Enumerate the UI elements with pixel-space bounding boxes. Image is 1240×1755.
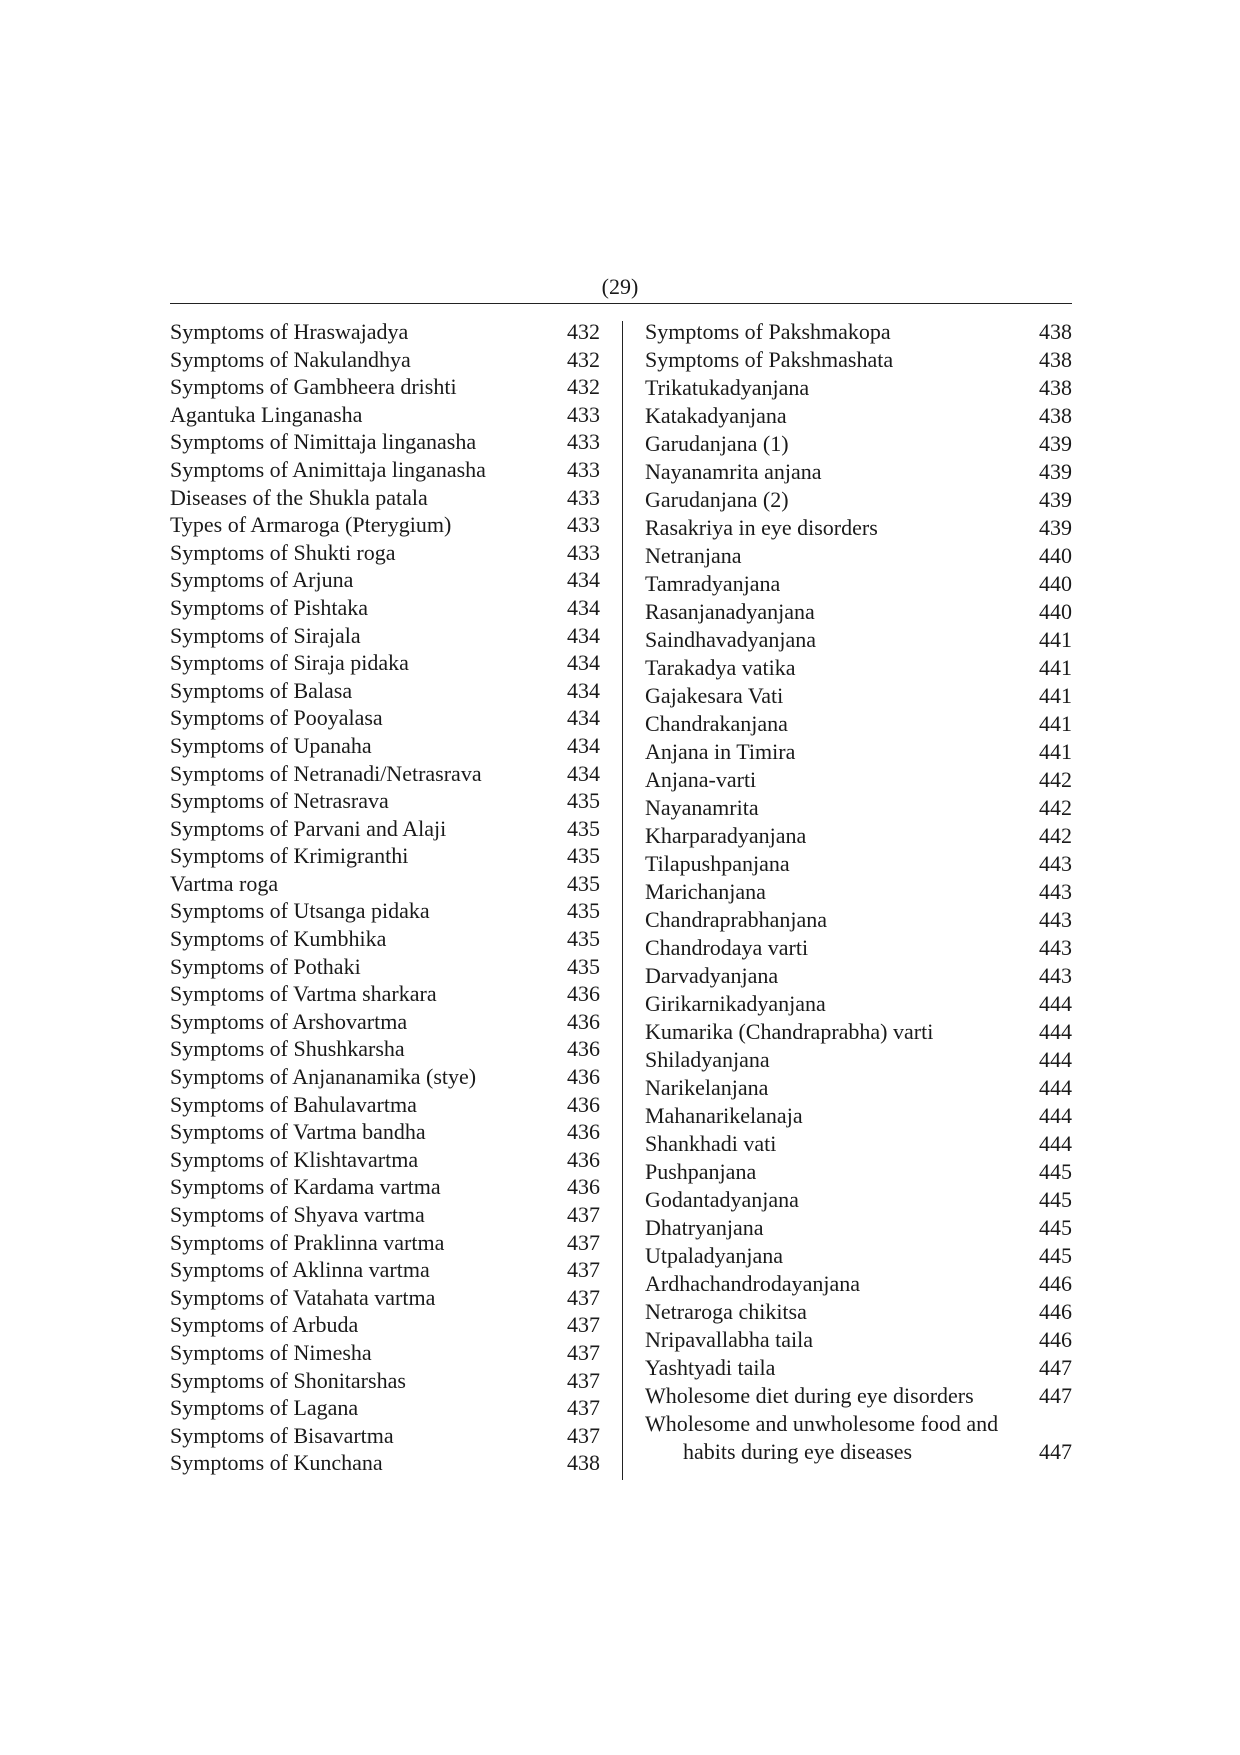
toc-entry xyxy=(645,318,1072,346)
toc-entry-page: 438 xyxy=(567,1450,600,1476)
toc-entry xyxy=(645,710,1072,738)
toc-entry-page: 437 xyxy=(567,1395,600,1421)
toc-entry xyxy=(170,925,600,953)
toc-entry-page: 434 xyxy=(567,705,600,731)
toc-entry-title: Godantadyanjana xyxy=(645,1187,799,1212)
toc-entry-title: Tarakadya vatika xyxy=(645,655,796,680)
toc-entry xyxy=(645,402,1072,430)
toc-entry-title: Symptoms of Klishtavartma xyxy=(170,1146,419,1172)
toc-entry-page: 444 xyxy=(1039,991,1072,1016)
toc-entry xyxy=(645,794,1072,822)
toc-entry-title: Nripavallabha taila xyxy=(645,1327,813,1352)
toc-entry xyxy=(645,906,1072,934)
toc-entry-page: 434 xyxy=(567,760,600,786)
toc-entry xyxy=(645,1186,1072,1214)
toc-entry-title: habits during eye diseases xyxy=(683,1439,913,1464)
toc-entry-page: 441 xyxy=(1039,711,1072,736)
toc-entry-page: 439 xyxy=(1039,431,1072,456)
toc-entry-title: Shankhadi vati xyxy=(645,1131,777,1156)
toc-entry-page: 433 xyxy=(567,401,600,427)
toc-entry xyxy=(170,980,600,1008)
toc-entry-title: Symptoms of Bisavartma xyxy=(170,1422,394,1448)
toc-entry-page: 433 xyxy=(567,512,600,538)
toc-entry xyxy=(645,962,1072,990)
toc-entry-title: Symptoms of Utsanga pidaka xyxy=(170,898,430,924)
toc-entry xyxy=(170,953,600,981)
toc-entry-title: Symptoms of Anjananamika (stye) xyxy=(170,1064,477,1090)
toc-entry-title: Katakadyanjana xyxy=(645,403,787,428)
toc-entry-page: 438 xyxy=(1039,375,1072,400)
toc-entry-title: Shiladyanjana xyxy=(645,1047,770,1072)
toc-entry xyxy=(645,542,1072,570)
toc-entry-title: Symptoms of Parvani and Alaji xyxy=(170,815,447,841)
toc-entry xyxy=(170,1256,600,1284)
toc-left-column xyxy=(170,318,600,1477)
toc-entry-title: Symptoms of Sirajala xyxy=(170,622,361,648)
toc-entry xyxy=(170,1063,600,1091)
toc-entry-title: Symptoms of Upanaha xyxy=(170,732,372,758)
toc-entry-title: Kumarika (Chandraprabha) varti xyxy=(645,1019,934,1044)
toc-entry xyxy=(645,486,1072,514)
toc-entry-page: 443 xyxy=(1039,935,1072,960)
toc-entry xyxy=(170,1008,600,1036)
toc-entry-page: 443 xyxy=(1039,879,1072,904)
toc-right-column xyxy=(645,318,1072,1466)
toc-entry-page: 432 xyxy=(567,319,600,344)
toc-entry xyxy=(645,1018,1072,1046)
toc-entry-page: 446 xyxy=(1039,1271,1072,1296)
toc-entry xyxy=(170,649,600,677)
toc-entry xyxy=(170,1091,600,1119)
toc-entry-title: Trikatukadyanjana xyxy=(645,375,810,400)
toc-entry xyxy=(645,1298,1072,1326)
toc-entry-title: Symptoms of Krimigranthi xyxy=(170,843,409,869)
toc-entry xyxy=(170,401,600,429)
toc-entry-page: 435 xyxy=(567,953,600,979)
toc-entry-page: 444 xyxy=(1039,1075,1072,1100)
toc-entry xyxy=(170,594,600,622)
toc-entry-title: Symptoms of Gambheera drishti xyxy=(170,374,457,400)
toc-entry-title: Garudanjana (2) xyxy=(645,487,789,512)
toc-entry-page: 445 xyxy=(1039,1243,1072,1268)
toc-entry-title: Symptoms of Nimesha xyxy=(170,1339,372,1365)
toc-entry-title: Wholesome diet during eye disorders xyxy=(645,1383,974,1408)
toc-entry xyxy=(645,514,1072,542)
page-number: (29) xyxy=(601,274,639,299)
toc-entry-page: 442 xyxy=(1039,823,1072,848)
toc-entry xyxy=(170,1394,600,1422)
toc-entry-title: Girikarnikadyanjana xyxy=(645,991,826,1016)
toc-entry-page: 443 xyxy=(1039,907,1072,932)
toc-entry xyxy=(170,511,600,539)
toc-entry xyxy=(645,570,1072,598)
toc-entry-page: 436 xyxy=(567,1091,600,1117)
toc-entry xyxy=(170,1146,600,1174)
toc-entry xyxy=(170,1173,600,1201)
toc-entry-title: Symptoms of Pooyalasa xyxy=(170,705,383,731)
toc-entry-page: 433 xyxy=(567,484,600,510)
toc-entry-page: 437 xyxy=(567,1422,600,1448)
toc-entry-page: 441 xyxy=(1039,739,1072,764)
toc-entry xyxy=(170,677,600,705)
toc-entry-page: 445 xyxy=(1039,1187,1072,1212)
toc-entry xyxy=(645,1242,1072,1270)
toc-entry xyxy=(170,1284,600,1312)
toc-entry-title: Kharparadyanjana xyxy=(645,823,807,848)
toc-entry xyxy=(645,1326,1072,1354)
toc-entry-page: 444 xyxy=(1039,1103,1072,1128)
toc-entry-title: Symptoms of Arshovartma xyxy=(170,1008,408,1034)
toc-entry xyxy=(645,654,1072,682)
toc-entry-page: 445 xyxy=(1039,1159,1072,1184)
toc-entry-page: 442 xyxy=(1039,795,1072,820)
toc-entry-page: 437 xyxy=(567,1229,600,1255)
toc-entry xyxy=(170,760,600,788)
toc-entry xyxy=(170,373,600,401)
toc-entry-page: 446 xyxy=(1039,1299,1072,1324)
toc-entry-page: 437 xyxy=(567,1339,600,1365)
toc-entry-title: Symptoms of Pakshmashata xyxy=(645,347,894,372)
toc-entry-title: Symptoms of Nakulandhya xyxy=(170,346,411,372)
toc-entry xyxy=(170,1229,600,1257)
toc-entry xyxy=(645,1354,1072,1382)
toc-entry-page: 436 xyxy=(567,1119,600,1145)
toc-entry-title: Symptoms of Kardama vartma xyxy=(170,1174,441,1200)
toc-entry xyxy=(170,1118,600,1146)
toc-entry xyxy=(645,1158,1072,1186)
toc-entry-title: Symptoms of Hraswajadya xyxy=(170,319,409,344)
toc-entry xyxy=(645,850,1072,878)
toc-entry-title: Narikelanjana xyxy=(645,1075,769,1100)
toc-entry-title: Chandrodaya varti xyxy=(645,935,809,960)
toc-entry-title: Netraroga chikitsa xyxy=(645,1299,807,1324)
toc-entry-title: Symptoms of Pothaki xyxy=(170,953,361,979)
toc-entry xyxy=(170,1201,600,1229)
toc-entry-page: 444 xyxy=(1039,1047,1072,1072)
toc-entry xyxy=(645,1046,1072,1074)
toc-entry xyxy=(170,566,600,594)
toc-entry-title: Symptoms of Shyava vartma xyxy=(170,1202,425,1227)
toc-entry xyxy=(645,374,1072,402)
toc-entry-title: Garudanjana (1) xyxy=(645,431,789,456)
toc-entry xyxy=(645,598,1072,626)
toc-entry xyxy=(645,1102,1072,1130)
toc-entry-page: 434 xyxy=(567,594,600,620)
toc-entry-page: 441 xyxy=(1039,627,1072,652)
toc-entry xyxy=(170,842,600,870)
toc-entry-page: 440 xyxy=(1039,599,1072,624)
toc-entry-page: 439 xyxy=(1039,459,1072,484)
toc-entry-title: Symptoms of Siraja pidaka xyxy=(170,650,409,676)
toc-entry xyxy=(170,622,600,650)
toc-entry xyxy=(645,346,1072,374)
toc-entry-page: 440 xyxy=(1039,543,1072,568)
toc-entry-title: Wholesome and unwholesome food and xyxy=(645,1411,999,1436)
toc-entry-page: 445 xyxy=(1039,1215,1072,1240)
toc-entry xyxy=(645,1270,1072,1298)
toc-entry-title: Symptoms of Kunchana xyxy=(170,1450,383,1476)
toc-entry xyxy=(170,1035,600,1063)
toc-entry-title: Symptoms of Shushkarsha xyxy=(170,1036,405,1062)
toc-entry-page: 436 xyxy=(567,1064,600,1090)
toc-entry xyxy=(645,1438,1072,1466)
toc-entry xyxy=(170,704,600,732)
toc-entry-title: Anjana-varti xyxy=(645,767,757,792)
toc-entry xyxy=(170,539,600,567)
toc-entry xyxy=(170,815,600,843)
toc-entry-title: Nayanamrita xyxy=(645,795,759,820)
toc-entry-page: 444 xyxy=(1039,1131,1072,1156)
toc-entry xyxy=(645,626,1072,654)
toc-entry-title: Symptoms of Vatahata vartma xyxy=(170,1284,436,1310)
toc-entry-title: Agantuka Linganasha xyxy=(170,401,363,427)
toc-entry-title: Darvadyanjana xyxy=(645,963,779,988)
toc-entry-title: Gajakesara Vati xyxy=(645,683,784,708)
toc-entry-page: 442 xyxy=(1039,767,1072,792)
toc-entry-page: 433 xyxy=(567,539,600,565)
toc-entry-page: 433 xyxy=(567,429,600,455)
toc-entry-page: 436 xyxy=(567,1008,600,1034)
toc-entry-page: 435 xyxy=(567,926,600,952)
toc-entry-title: Rasakriya in eye disorders xyxy=(645,515,878,540)
toc-entry xyxy=(170,428,600,456)
toc-entry-title: Symptoms of Arbuda xyxy=(170,1312,359,1338)
toc-entry xyxy=(170,870,600,898)
toc-entry-title: Yashtyadi taila xyxy=(645,1355,776,1380)
toc-entry-title: Symptoms of Nimittaja linganasha xyxy=(170,429,477,455)
toc-entry-title: Tilapushpanjana xyxy=(645,851,790,876)
toc-entry xyxy=(645,1382,1072,1410)
toc-entry-title: Dhatryanjana xyxy=(645,1215,764,1240)
toc-entry xyxy=(170,787,600,815)
column-divider xyxy=(622,321,623,1480)
toc-entry-title: Symptoms of Balasa xyxy=(170,677,353,703)
toc-entry-title: Chandrakanjana xyxy=(645,711,788,736)
toc-entry xyxy=(645,1410,1072,1438)
toc-entry xyxy=(645,1214,1072,1242)
toc-entry-page: 434 xyxy=(567,732,600,758)
toc-entry-title: Symptoms of Aklinna vartma xyxy=(170,1257,430,1283)
toc-entry xyxy=(645,934,1072,962)
toc-entry-title: Symptoms of Animittaja linganasha xyxy=(170,456,486,482)
toc-entry xyxy=(170,897,600,925)
toc-entry-page: 438 xyxy=(1039,319,1072,344)
header-rule xyxy=(170,303,1072,304)
toc-entry-page: 437 xyxy=(567,1312,600,1338)
toc-entry-page: 444 xyxy=(1039,1019,1072,1044)
toc-entry-page: 436 xyxy=(567,1174,600,1200)
toc-entry-page: 434 xyxy=(567,622,600,648)
toc-entry-page: 447 xyxy=(1039,1355,1072,1380)
toc-entry-page: 447 xyxy=(1039,1439,1072,1464)
toc-entry-title: Symptoms of Praklinna vartma xyxy=(170,1229,445,1255)
toc-entry-title: Symptoms of Netrasrava xyxy=(170,788,389,814)
toc-entry xyxy=(170,346,600,374)
toc-entry-title: Pushpanjana xyxy=(645,1159,757,1184)
toc-entry-page: 439 xyxy=(1039,487,1072,512)
toc-entry-title: Marichanjana xyxy=(645,879,766,904)
toc-entry-page: 441 xyxy=(1039,683,1072,708)
toc-entry-title: Symptoms of Netranadi/Netrasrava xyxy=(170,760,482,786)
toc-entry xyxy=(170,318,600,346)
toc-entry-page: 435 xyxy=(567,870,600,896)
toc-entry-page: 432 xyxy=(567,346,600,372)
toc-entry-title: Utpaladyanjana xyxy=(645,1243,784,1268)
toc-entry xyxy=(645,990,1072,1018)
toc-entry xyxy=(645,458,1072,486)
toc-entry xyxy=(170,456,600,484)
toc-entry-title: Diseases of the Shukla patala xyxy=(170,484,428,510)
toc-entry-page: 443 xyxy=(1039,851,1072,876)
toc-entry xyxy=(170,484,600,512)
toc-entry-page: 440 xyxy=(1039,571,1072,596)
toc-entry-page: 436 xyxy=(567,1146,600,1172)
toc-entry-page: 443 xyxy=(1039,963,1072,988)
toc-entry xyxy=(645,878,1072,906)
toc-entry xyxy=(645,682,1072,710)
toc-entry-page: 432 xyxy=(567,374,600,400)
toc-entry-page: 435 xyxy=(567,815,600,841)
toc-entry-title: Mahanarikelanaja xyxy=(645,1103,803,1128)
toc-entry-page: 434 xyxy=(567,650,600,676)
toc-entry-title: Ardhachandrodayanjana xyxy=(645,1271,861,1296)
toc-entry-title: Symptoms of Shukti roga xyxy=(170,539,396,565)
toc-entry-title: Anjana in Timira xyxy=(645,739,796,764)
toc-entry-title: Symptoms of Vartma sharkara xyxy=(170,981,437,1007)
toc-entry xyxy=(170,732,600,760)
toc-entry-title: Symptoms of Lagana xyxy=(170,1395,359,1421)
toc-entry xyxy=(170,1339,600,1367)
toc-entry-page: 438 xyxy=(1039,347,1072,372)
toc-entry xyxy=(645,430,1072,458)
toc-entry-page: 435 xyxy=(567,843,600,869)
toc-entry-page: 446 xyxy=(1039,1327,1072,1352)
toc-entry-title: Symptoms of Vartma bandha xyxy=(170,1119,426,1145)
toc-entry-title: Types of Armaroga (Pterygium) xyxy=(170,512,452,538)
toc-entry xyxy=(170,1311,600,1339)
toc-entry-page: 437 xyxy=(567,1257,600,1283)
toc-entry-title: Vartma roga xyxy=(170,870,279,896)
toc-entry-page: 437 xyxy=(567,1284,600,1310)
toc-entry xyxy=(645,1130,1072,1158)
toc-entry-page: 436 xyxy=(567,981,600,1007)
toc-entry-title: Netranjana xyxy=(645,543,742,568)
toc-entry-page: 437 xyxy=(567,1367,600,1393)
toc-entry xyxy=(645,1074,1072,1102)
toc-entry-page: 435 xyxy=(567,898,600,924)
toc-entry xyxy=(170,1449,600,1477)
toc-entry-title: Symptoms of Kumbhika xyxy=(170,926,387,952)
toc-entry-page: 434 xyxy=(567,567,600,593)
toc-entry xyxy=(645,822,1072,850)
toc-entry-page: 437 xyxy=(567,1202,600,1227)
toc-entry-title: Chandraprabhanjana xyxy=(645,907,828,932)
toc-entry xyxy=(645,738,1072,766)
toc-entry-title: Symptoms of Bahulavartma xyxy=(170,1091,417,1117)
toc-entry xyxy=(645,766,1072,794)
toc-entry-page: 433 xyxy=(567,456,600,482)
toc-entry-title: Rasanjanadyanjana xyxy=(645,599,815,624)
toc-entry-title: Symptoms of Arjuna xyxy=(170,567,354,593)
toc-entry-title: Tamradyanjana xyxy=(645,571,781,596)
toc-entry-page: 438 xyxy=(1039,403,1072,428)
toc-entry-title: Symptoms of Pishtaka xyxy=(170,594,369,620)
toc-entry-page: 441 xyxy=(1039,655,1072,680)
toc-entry-title: Symptoms of Shonitarshas xyxy=(170,1367,406,1393)
toc-entry xyxy=(170,1422,600,1450)
toc-entry-page: 435 xyxy=(567,788,600,814)
toc-entry xyxy=(170,1367,600,1395)
toc-entry-page: 447 xyxy=(1039,1383,1072,1408)
toc-entry-page: 436 xyxy=(567,1036,600,1062)
toc-entry-title: Nayanamrita anjana xyxy=(645,459,822,484)
toc-entry-page: 439 xyxy=(1039,515,1072,540)
toc-entry-page: 434 xyxy=(567,677,600,703)
toc-entry-title: Symptoms of Pakshmakopa xyxy=(645,319,891,344)
toc-entry-title: Saindhavadyanjana xyxy=(645,627,817,652)
